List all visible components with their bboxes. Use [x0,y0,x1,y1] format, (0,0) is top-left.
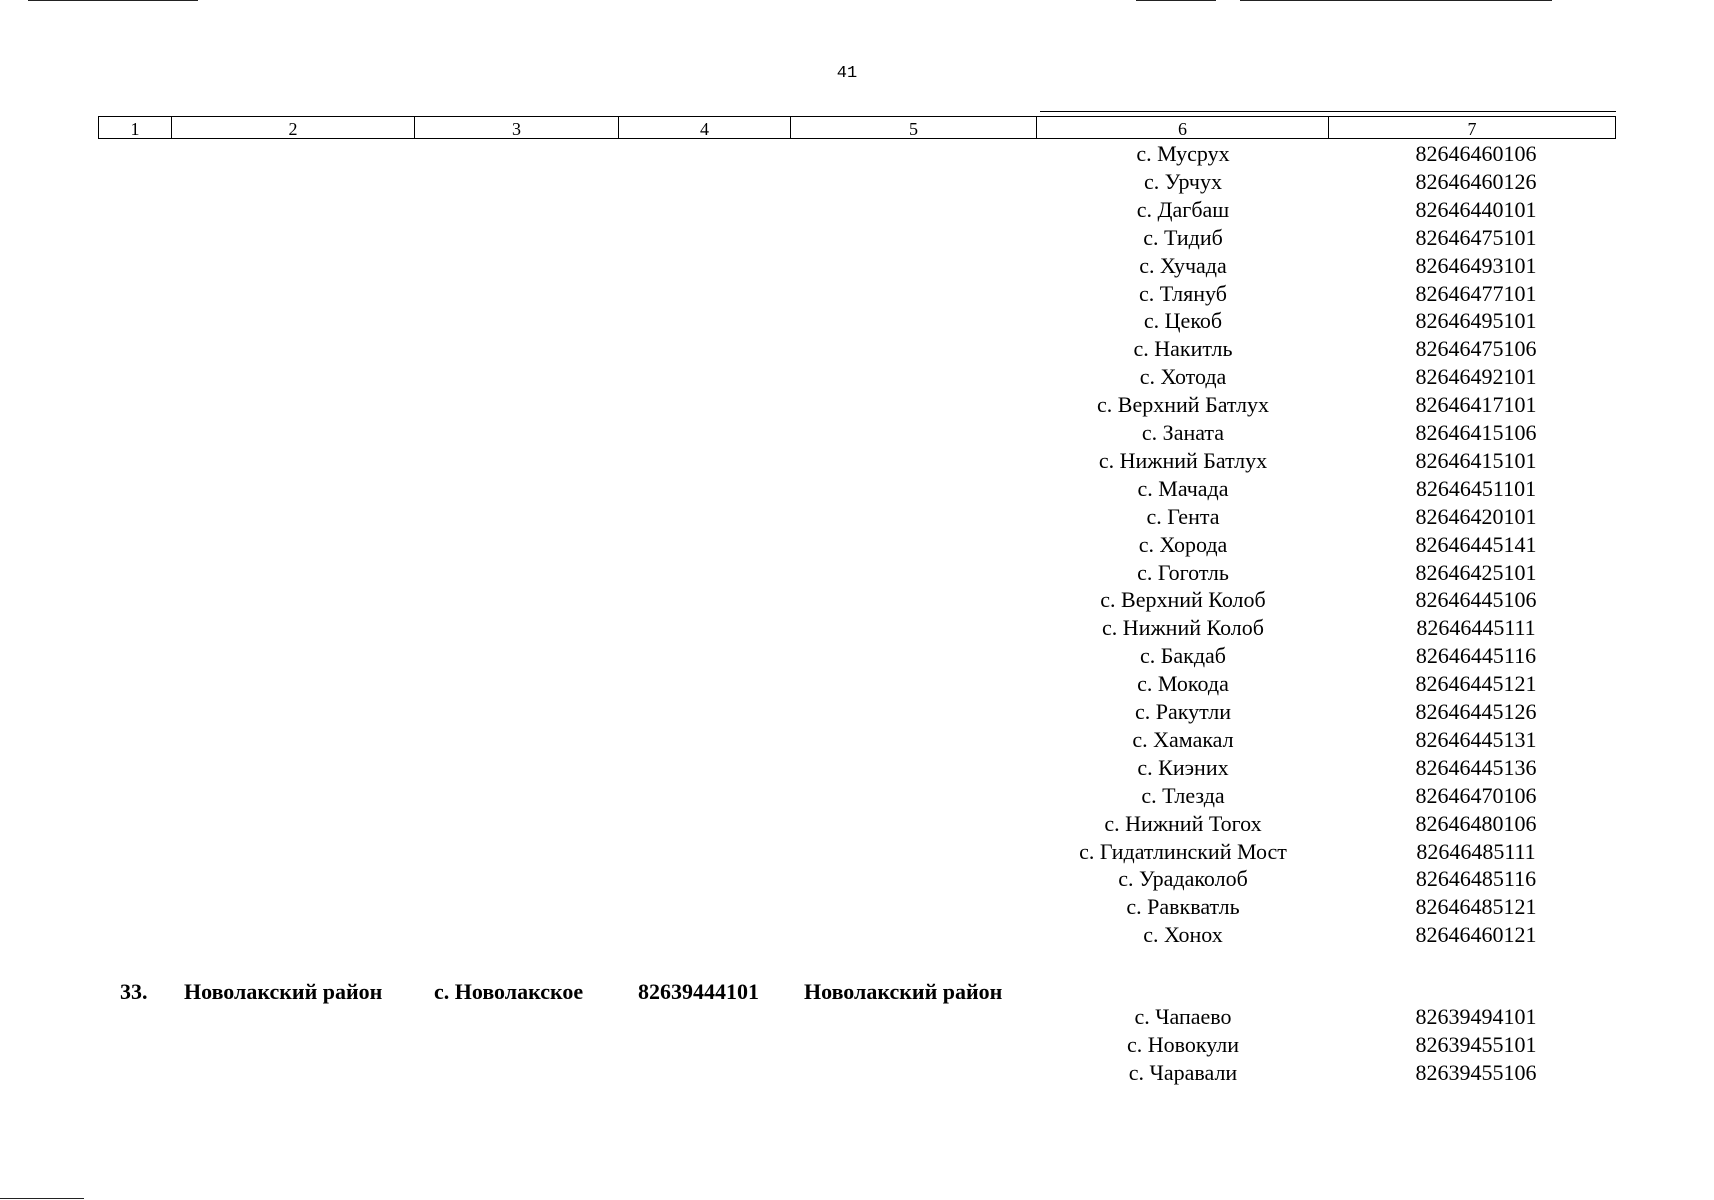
oktmo-code: 82646445111 [1416,615,1536,641]
settlement-name: с. Бакдаб [1139,643,1226,669]
oktmo-code: 82646445121 [1415,671,1537,697]
oktmo-code: 82646492101 [1415,364,1537,390]
settlement-name: с. Мачада [1137,475,1229,501]
page-number: 41 [836,64,858,83]
oktmo-code: 82646415101 [1415,447,1537,473]
settlement-name: с. Накитль [1133,336,1233,362]
oktmo-code: 82646445141 [1415,531,1537,557]
oktmo-code: 82646417101 [1415,392,1537,418]
settlement-name: с. Тидиб [1143,224,1223,250]
settlement-name: с. Чаравали [1128,1060,1238,1085]
oktmo-code: 82646445106 [1415,587,1537,613]
oktmo-code: 82639494101 [1415,1004,1537,1029]
oktmo-code: 82646493101 [1415,252,1537,278]
settlement-name: с. Гента [1146,503,1220,529]
oktmo-code: 82646451101 [1415,475,1537,501]
oktmo-code: 82646485121 [1415,894,1537,920]
settlement-name: с. Нижний Колоб [1102,615,1264,641]
settlement-name: с. Хотода [1139,364,1227,390]
header-cell: 5 [790,116,1036,139]
scan-edge-mark [1136,0,1216,1]
oktmo-code: 82646445116 [1415,643,1537,669]
oktmo-code: 82646460121 [1415,922,1537,948]
header-cell: 3 [414,116,618,139]
oktmo-code: 82646420101 [1415,503,1537,529]
oktmo-code: 82646445126 [1415,699,1537,724]
header-cell: 4 [618,116,790,139]
admin-center-code: 82639444101 [638,979,759,1004]
settlement-name: с. Хонох [1143,922,1223,948]
oktmo-code: 82646470106 [1415,782,1537,808]
settlement-name: с. Нижний Тогох [1104,810,1262,836]
settlement-name: с. Хорода [1138,531,1228,557]
oktmo-code: 82646440101 [1415,196,1537,222]
oktmo-code: 82646480106 [1415,810,1537,836]
oktmo-code: 82646445136 [1415,754,1537,780]
table-top-rule [1040,111,1616,112]
settlement-name: с. Заната [1141,420,1225,445]
settlement-name: с. Верхний Колоб [1100,587,1266,613]
settlement-name: с. Гидатлинский Мост [1079,838,1287,864]
oktmo-code: 82646485116 [1415,866,1537,892]
settlement-name: с. Цекоб [1143,308,1223,334]
settlement-name: с. Тлянуб [1139,280,1227,306]
settlement-name: с. Тлезда [1141,782,1225,808]
oktmo-code: 82646475101 [1415,224,1537,250]
oktmo-code: 82646495101 [1415,308,1537,334]
settlement-name: с. Гоготль [1137,559,1229,585]
municipality-name: Новолакский район [804,979,1003,1004]
settlement-name: с. Хамакал [1132,726,1234,752]
settlement-name: с. Урчух [1144,168,1222,194]
header-cell: 1 [98,116,171,139]
scan-edge-mark [0,1198,84,1199]
settlement-name: с. Урадаколоб [1118,866,1248,892]
oktmo-code: 82639455106 [1415,1060,1537,1085]
settlement-name: с. Ракутли [1135,699,1231,724]
admin-center: с. Новолакское [434,979,584,1004]
settlement-name: с. Мусрух [1136,141,1230,166]
settlement-name: с. Нижний Батлух [1098,447,1268,473]
oktmo-code: 82646415106 [1415,420,1537,445]
oktmo-code: 82646460126 [1415,168,1537,194]
settlement-name: с. Киэних [1137,754,1229,780]
oktmo-code: 82646425101 [1415,559,1537,585]
header-cell: 6 [1036,116,1328,139]
oktmo-code: 82639455101 [1415,1032,1537,1057]
oktmo-code: 82646445131 [1415,726,1537,752]
settlement-name: с. Чапаево [1134,1004,1232,1029]
settlement-name: с. Мокода [1137,671,1229,697]
settlement-name: с. Дагбаш [1136,196,1230,222]
scan-edge-mark [1240,0,1552,1]
header-cell: 7 [1328,116,1616,139]
row-number: 33. [120,979,148,1004]
settlement-name: с. Верхний Батлух [1097,392,1269,418]
settlement-name: с. Равкватль [1126,894,1240,920]
oktmo-code: 82646460106 [1415,141,1537,166]
oktmo-code: 82646475106 [1415,336,1537,362]
oktmo-code: 82646477101 [1415,280,1537,306]
scan-edge-mark [28,0,198,1]
oktmo-code: 82646485111 [1416,838,1536,864]
district-name: Новолакский район [184,979,383,1004]
settlement-name: с. Новокули [1126,1032,1240,1057]
settlement-name: с. Хучада [1139,252,1227,278]
header-cell: 2 [171,116,414,139]
